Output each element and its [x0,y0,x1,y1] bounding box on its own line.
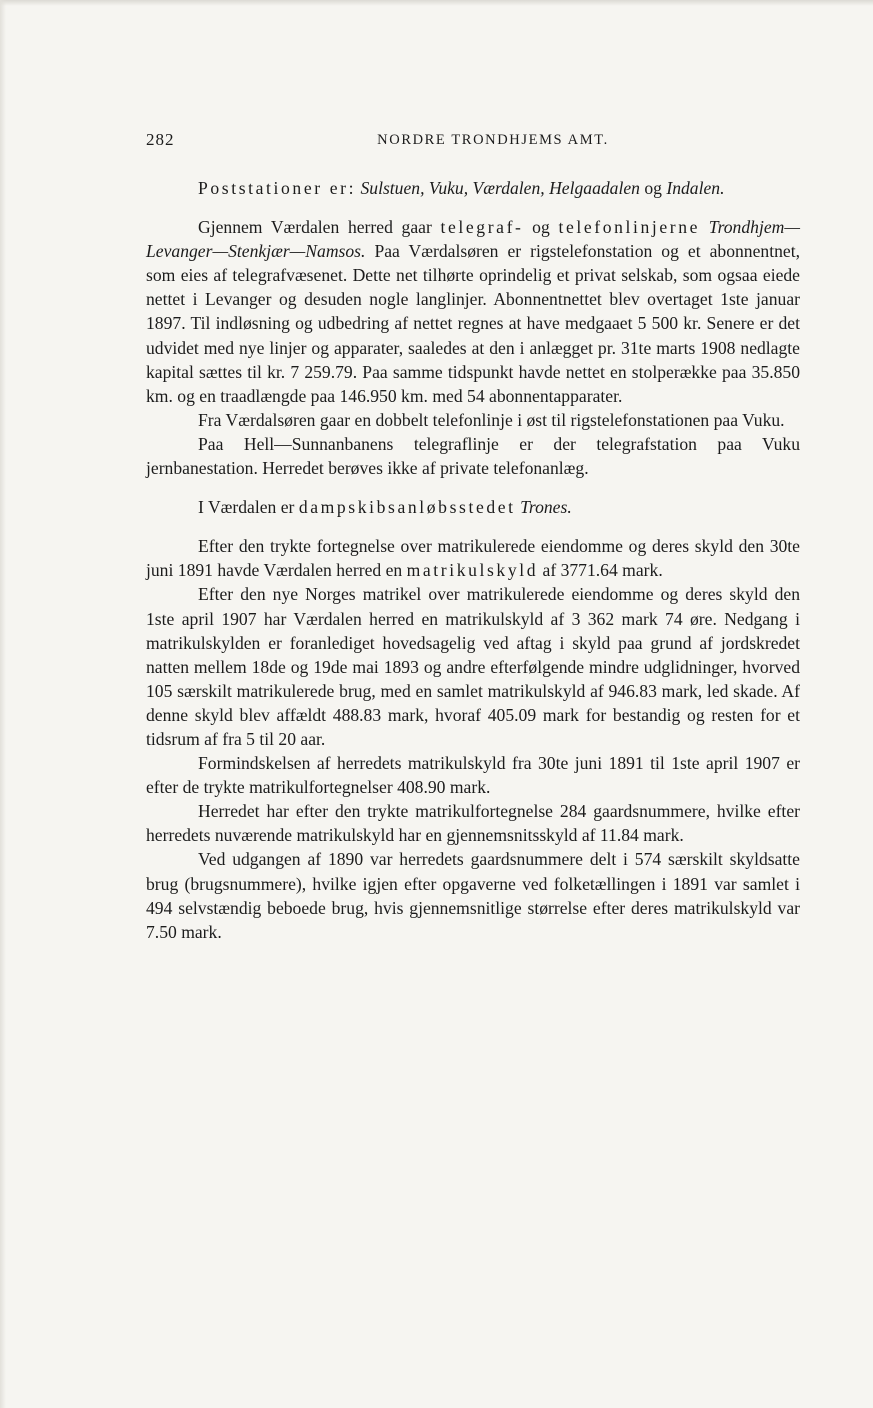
scan-edge-top [0,0,873,6]
paragraph-gaardsnummere: Herredet har efter den trykte matrikulfortegnelse 284 gaardsnummere, hvilke efter herredets nuværende matrikulskyld har en gjennemsnitsskyld af 11.84 mark. [146,801,800,846]
text-run: Gjennem Værdalen herred gaar [198,217,441,238]
paragraph-telephone-line: Fra Værdalsøren gaar en dobbelt telefonlinje i øst til rigstelefonstationen paa Vuku. [198,409,785,430]
spaced-term: matrikulskyld [406,560,539,581]
page-number: 282 [146,130,175,149]
running-title: NORDRE TRONDHJEMS AMT. [377,132,609,148]
text-run: Efter den trykte fortegnelse over matrikulerede eiendomme og deres skyld den 30te juni 1891 havde Værdalen herred en [146,536,800,581]
text-run [700,217,709,237]
paragraph-hell-sunnan: Paa Hell—Sunnanbanens telegraflinje er der telegrafstation paa Vuku jernbanestation. Herredet berøves ikke af private telefonanlæg. [146,433,800,479]
scan-edge-left [0,0,6,1408]
text-run: og [523,217,559,238]
paragraph-matrikul-1891 [146,534,800,582]
text-run: og [639,178,667,198]
paragraph-reduction: Formindskelsen af herredets matrikulskyld fra 30te juni 1891 til 1ste april 1907 er efter de trykte matrikulfortegnelser 408.90 mark. [146,753,800,798]
spaced-term: telegraf- [440,217,524,238]
italic-place: Trones. [520,497,572,518]
spaced-term: Poststationer er: [198,178,357,198]
paragraph-matrikul-1907: Efter den nye Norges matrikel over matrikulerede eiendomme og deres skyld den 1ste april 1907 har Værdalen herred en matrikulskyld af 3 362 mark 74 øre. Nedgang i matrikulskylden er foranlediget hovedsagelig ved aftag i skyld paa grund af jordskredet natten mellem 18de og 19de mai 1893 og andre efterfølgende mindre udglidninger, hvorved 105 særskilt matrikulerede brug, med en samlet matrikulskyld af 946.83 mark, led skade. Af denne skyld blev affældt 488.83 mark, hvoraf 405.09 mark for bestandig og resten for et tidsrum af fra 5 til 20 aar. [146,584,800,749]
page-body [146,176,800,944]
text-run: I Værdalen er [198,497,299,518]
italic-route: Trondhjem—Levanger—Stenkjær—Namsos. [146,217,800,262]
paragraph-brug-1890: Ved udgangen af 1890 var herredets gaardsnummere delt i 574 særskilt skyldsatte brug (brugsnummere), hvilke igjen efter opgaverne ved folketællingen i 1891 var samlet i 494 selvstændig beboede brug, hvis gjennemsnitlige størrelse efter deres matrikulskyld var 7.50 mark. [146,849,800,942]
spaced-term: dampskibsanløbsstedet [298,497,516,518]
paragraph-poststations [146,176,800,200]
italic-places: Indalen. [666,178,725,198]
page-header [146,130,800,156]
text-run: af 3771.64 mark. [538,560,663,581]
italic-places: Sulstuen, Vuku, Værdalen, Helgaadalen [360,178,640,198]
paragraph-telegraph [146,215,800,408]
text-run: Paa Værdalsøren er rigstelefonstation og et abonnentnet, som eies af telegrafvæsenet. Dette net tilhørte oprindelig et privat selskab, som ogsaa eiede nettet i Levanger og desuden nogle langlinjer. Abonnentnettet blev overtaget 1ste januar 1897. Til indløsning og udbedring af nettet regnes at have medgaaet 5 500 kr. Senere er det udvidet med nye linjer og apparater, saaledes at den i anlægget pr. 31te marts 1908 nedlagte kapital sættes til kr. 7 259.79. Paa samme tidspunkt havde nettet en stolperække paa 35.850 km. og en traadlængde paa 146.950 km. med 54 abonnentapparater. [146,241,800,406]
paragraph-steamship [146,495,800,519]
spaced-term: telefonlinjerne [558,217,701,238]
